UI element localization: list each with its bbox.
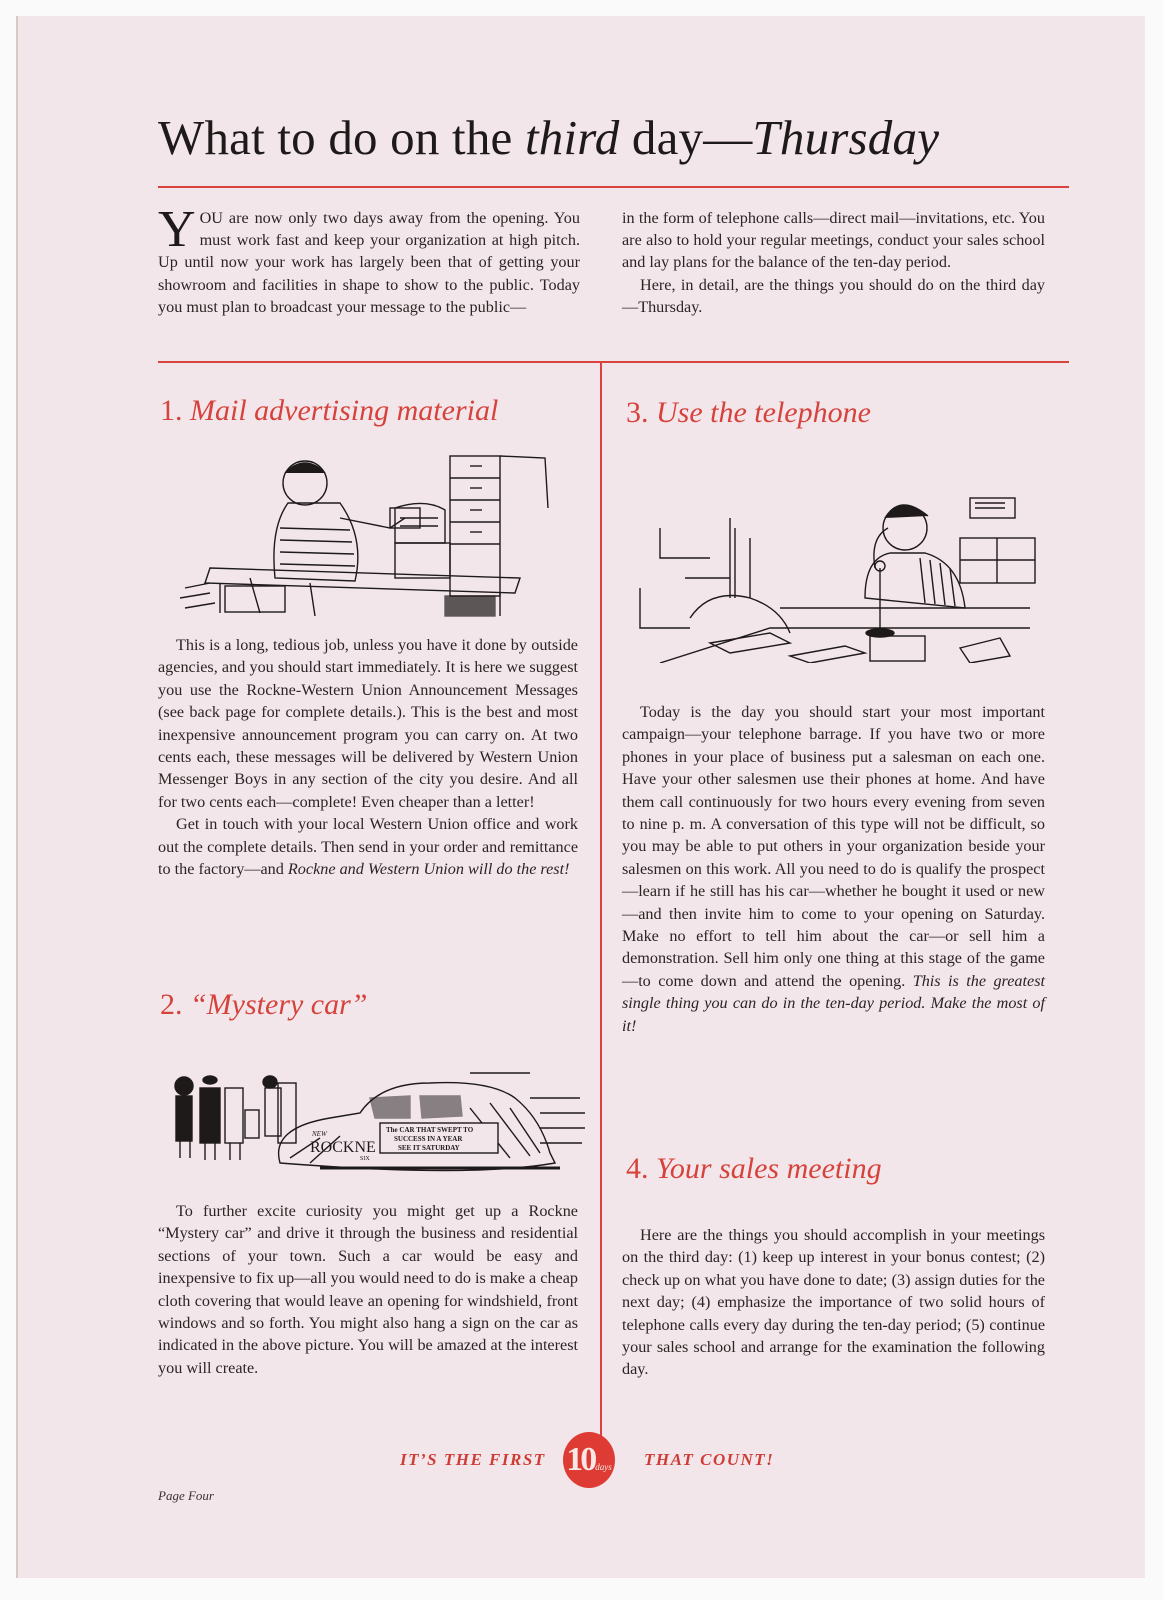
paragraph: Get in touch with your local Western Union office and work out the complete details. Then send in your order and remittance to the factory—and — [158, 815, 578, 879]
section-number: 1. — [160, 394, 183, 427]
section-number: 3. — [626, 396, 649, 429]
section-title: Your sales meeting — [656, 1152, 882, 1185]
intro-text: Here, in detail, are the things you should do on the third day—Thursday. — [622, 275, 1045, 316]
intro-right-column — [622, 207, 1045, 318]
title-emphasis-thursday: Thursday — [752, 110, 940, 165]
mystery-car-illustration — [170, 1068, 590, 1203]
svg-text:SIX: SIX — [360, 1156, 370, 1162]
intro-text: in the form of telephone calls—direct mail—invitations, etc. You are also to hold your regular meetings, conduct your sales school and lay plans for the balance of the ten-day period. — [622, 209, 1045, 272]
paragraph: Here are the things you should accomplish in your meetings on the third day: (1) keep up interest in your bonus contest; (2) check up on what you have done to date; (3) assign duties for the next day; (4) emphasize the importance of two solid hours of telephone calls every day during the ten-day period; (5) continue your sales school and arrange for the examination the following day. — [622, 1226, 1045, 1379]
woman-at-desk-illustration — [180, 448, 560, 618]
section-3-body — [622, 701, 1045, 1037]
badge-number: 10 — [566, 1441, 595, 1478]
title-emphasis-third: third — [524, 110, 620, 165]
column-divider — [600, 362, 602, 1450]
section-2-body — [158, 1200, 578, 1379]
intro-rule — [158, 361, 1069, 363]
intro-text: OU are now only two days away from the opening. You must work fast and keep your organization at high pitch. Up until now your work has largely been that of getting your showroom and facilities in shape to show to the public. Today you must plan to broadcast your message to the public— — [158, 209, 580, 316]
section-number: 2. — [160, 988, 183, 1021]
svg-text:SUCCESS IN A YEAR: SUCCESS IN A YEAR — [394, 1135, 463, 1143]
section-3-heading — [626, 394, 871, 432]
svg-text:ROCKNE: ROCKNE — [310, 1139, 376, 1156]
drop-cap: Y — [158, 201, 196, 258]
section-4-body — [622, 1224, 1045, 1381]
title-part: What to do on the — [158, 110, 525, 165]
ten-days-badge — [563, 1432, 615, 1488]
title-rule — [158, 186, 1069, 188]
title-part: day— — [619, 110, 753, 165]
man-on-telephone-illustration — [630, 488, 1050, 663]
section-title: Use the telephone — [656, 396, 871, 429]
section-1-body — [158, 634, 578, 880]
emphasis-text: Rockne and Western Union will do the rest! — [287, 860, 570, 879]
section-2-heading — [160, 986, 367, 1024]
slogan-left: IT’S THE FIRST — [400, 1450, 546, 1469]
svg-text:The CAR THAT SWEPT TO: The CAR THAT SWEPT TO — [386, 1126, 474, 1134]
paragraph: Today is the day you should start your most important campaign—your telephone barrage. If you have two or more phones in your place of business put a salesman on each one. Have your other salesmen use their phones at home. And have them call continuously for two hours every evening from seven to nine p. m. A conversation of this type will not be difficult, so you may be able to put others in your organization beside your salesmen on this work. All you need to do is qualify the prospect—learn if he still has his car—whether he bought it used or new—and then invite him to come to your opening on Saturday. Make no effort to tell him about the car—or sell him a demonstration. Sell him only one thing at this stage of the game—to come down and attend the opening. — [622, 703, 1045, 990]
emphasis-text: This is the greatest single thing you can do in the ten-day period. Make the most of it! — [622, 971, 1045, 1035]
paragraph: To further excite curiosity you might get up a Rockne “Mystery car” and drive it through the business and residential sections of your town. Such a car would be easy and inexpensive to fix up—all you would need to do is make a cheap cloth covering that would leave an opening for windshield, front windows and so forth. You might also hang a sign on the car as indicated in the above picture. You will be amazed at the interest you will create. — [158, 1202, 578, 1377]
section-1-heading — [160, 392, 498, 430]
intro-left-column — [158, 201, 580, 318]
page-number: Page Four — [158, 1488, 214, 1503]
section-number: 4. — [626, 1152, 649, 1185]
page-title — [158, 108, 1058, 168]
svg-text:SEE IT SATURDAY: SEE IT SATURDAY — [398, 1144, 460, 1152]
section-title: Mail advertising material — [190, 394, 499, 427]
svg-text:NEW: NEW — [312, 1130, 327, 1138]
slogan-right: THAT COUNT! — [644, 1450, 775, 1469]
section-4-heading — [626, 1150, 882, 1188]
badge-word: days — [595, 1462, 612, 1472]
section-title: “Mystery car” — [190, 988, 368, 1021]
paragraph: This is a long, tedious job, unless you have it done by outside agencies, and you should start immediately. It is here we suggest you use the Rockne-Western Union Announcement Messages (see back page for complete details.). This is the best and most inexpensive announcement program you can carry on. At two cents each, these messages will be delivered by Western Union Messenger Boys in any section of the city you desire. And all for two cents each—complete! Even cheaper than a letter! — [158, 636, 578, 811]
